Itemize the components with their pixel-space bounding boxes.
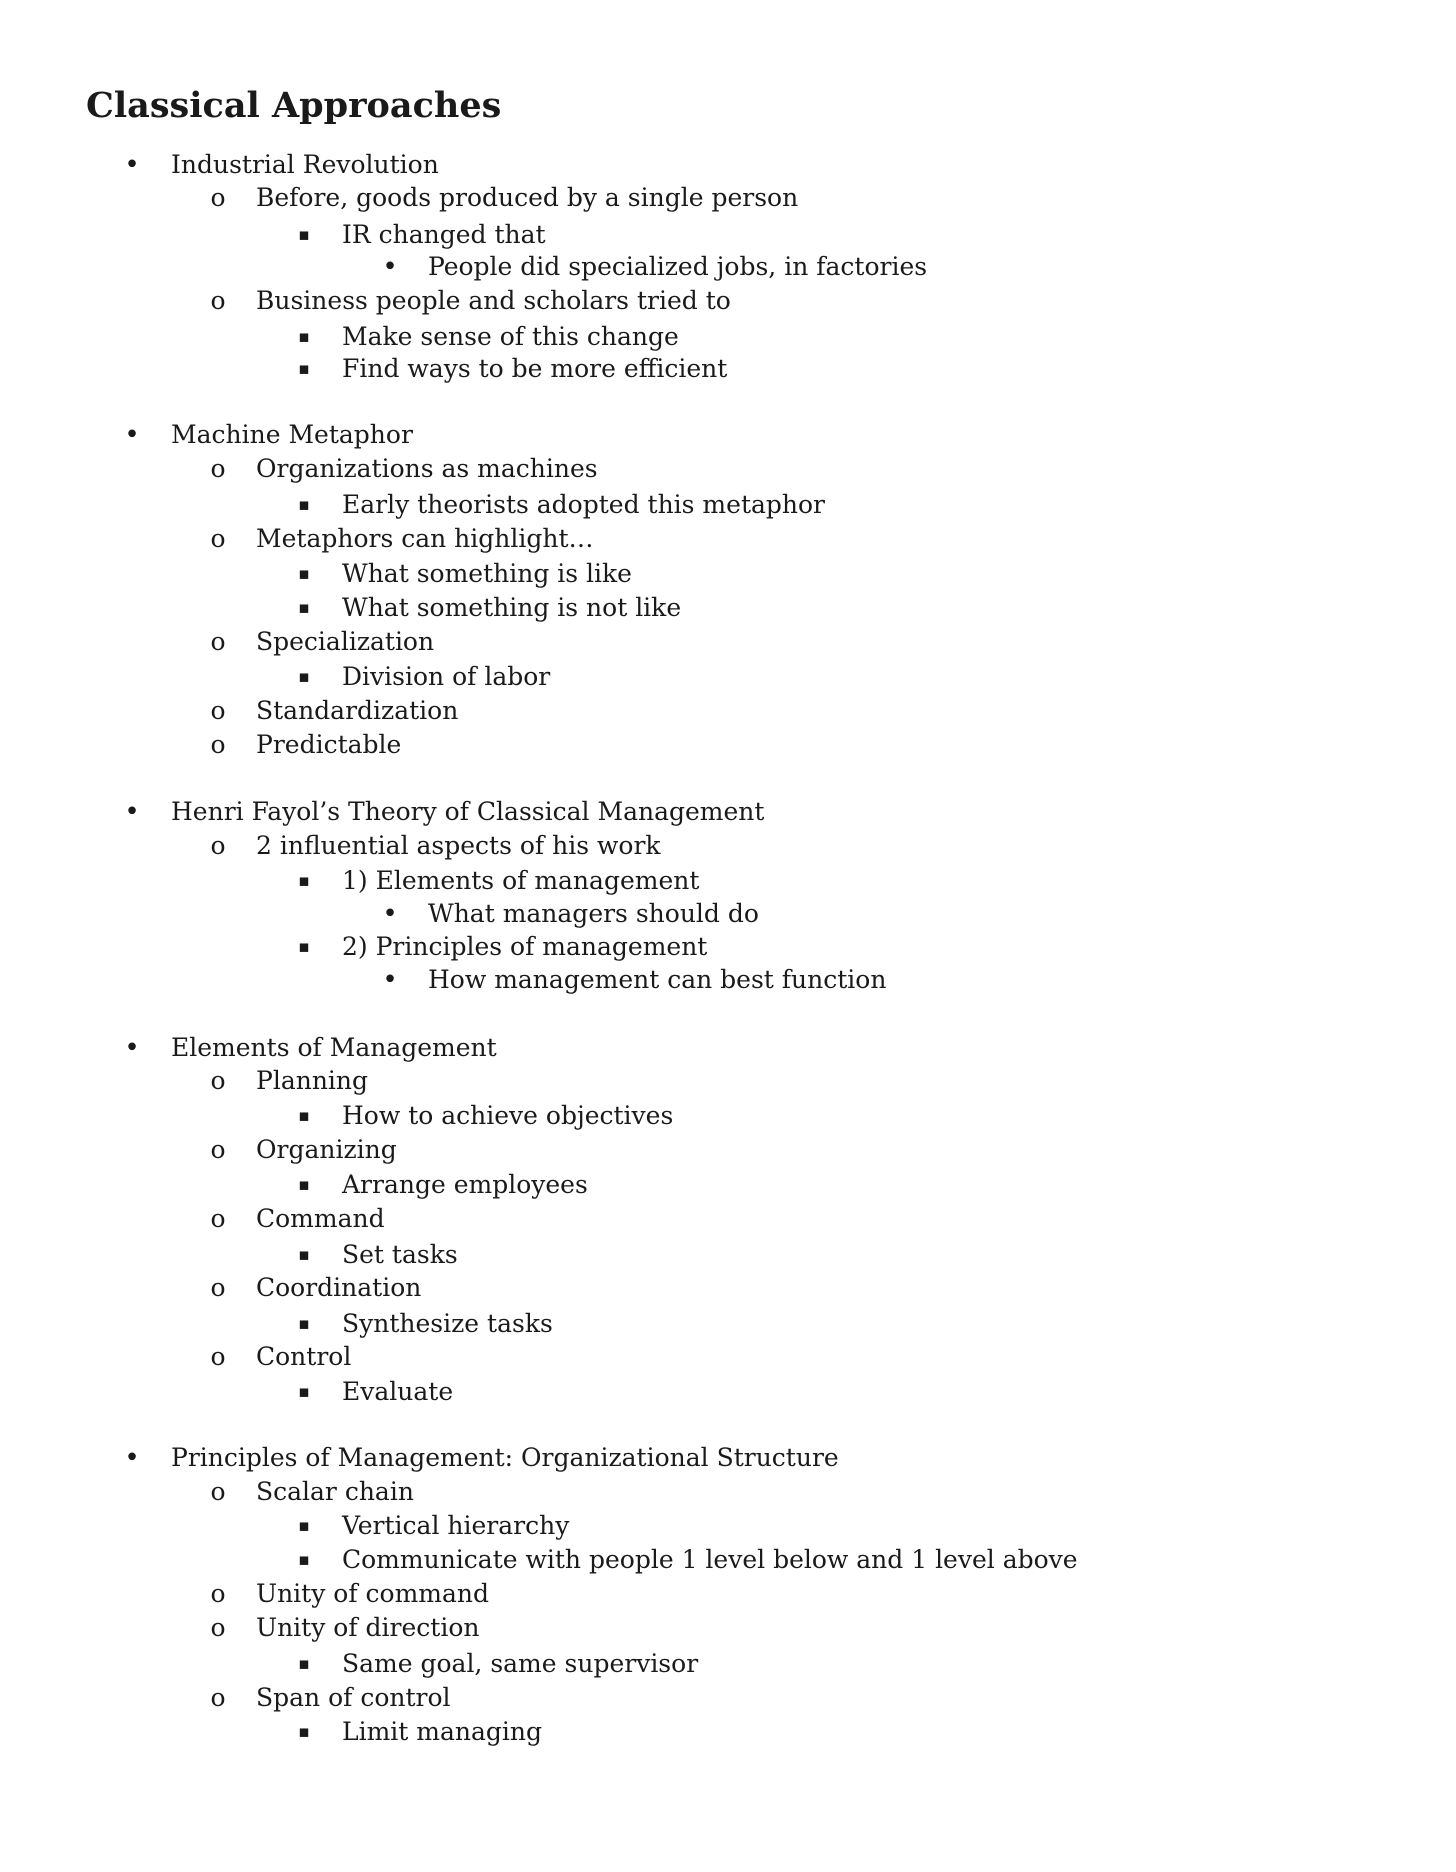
outline-item-level-2	[0, 1309, 1456, 1339]
outline-item-text: Before, goods produced by a single person	[256, 183, 799, 212]
bullet-icon: •	[382, 252, 398, 282]
outline-item-level-2	[0, 1649, 1456, 1679]
outline-item-level-2	[0, 593, 1456, 623]
bullet-icon: •	[382, 965, 398, 995]
outline-item-text: Henri Fayol’s Theory of Classical Management	[171, 797, 765, 826]
outline-item-level-1	[0, 524, 1456, 554]
bullet-icon: ▪	[298, 1654, 310, 1674]
outline-item-text: 2) Principles of management	[342, 932, 708, 961]
bullet-icon: o	[210, 183, 226, 212]
bullet-icon: ▪	[298, 359, 310, 379]
outline-item-level-2	[0, 1170, 1456, 1200]
bullet-icon: ▪	[298, 1245, 310, 1265]
outline-item-level-2	[0, 1377, 1456, 1407]
bullet-icon: ▪	[298, 667, 310, 687]
outline-item-level-2	[0, 1717, 1456, 1747]
outline-item-text: Industrial Revolution	[171, 150, 439, 179]
outline-item-text: 1) Elements of management	[342, 866, 700, 895]
outline-item-level-2	[0, 866, 1456, 896]
outline-item-text: How to achieve objectives	[342, 1101, 674, 1130]
outline-item-text: Organizations as machines	[256, 454, 598, 483]
bullet-icon: ▪	[298, 495, 310, 515]
outline-item-text: Specialization	[256, 627, 435, 656]
outline-item-text: What managers should do	[428, 899, 759, 928]
outline-item-text: Scalar chain	[256, 1477, 414, 1506]
outline-item-level-1	[0, 627, 1456, 657]
outline-item-level-1	[0, 831, 1456, 861]
outline-item-level-2	[0, 1240, 1456, 1270]
outline-item-level-1	[0, 730, 1456, 760]
bullet-icon: ▪	[298, 1516, 310, 1536]
outline-item-level-1	[0, 1683, 1456, 1713]
outline-item-text: People did specialized jobs, in factories	[428, 252, 928, 281]
outline-item-level-0	[0, 420, 1456, 450]
bullet-icon: ▪	[298, 327, 310, 347]
outline-item-text: Communicate with people 1 level below and 1 level above	[342, 1545, 1078, 1574]
bullet-icon: ▪	[298, 598, 310, 618]
document-title: Classical Approaches	[86, 85, 502, 126]
outline-item-text: How management can best function	[428, 965, 887, 994]
outline-item-text: Predictable	[256, 730, 402, 759]
outline-item-level-0	[0, 150, 1456, 180]
outline-item-level-2	[0, 662, 1456, 692]
bullet-icon: o	[210, 286, 226, 315]
bullet-icon: o	[210, 1066, 226, 1095]
outline-item-level-1	[0, 183, 1456, 213]
outline-item-level-1	[0, 1477, 1456, 1507]
outline-item-text: 2 influential aspects of his work	[256, 831, 661, 860]
outline-item-level-3	[0, 252, 1456, 282]
outline-item-level-2	[0, 220, 1456, 250]
outline-item-level-2	[0, 354, 1456, 384]
outline-item-text: Same goal, same supervisor	[342, 1649, 699, 1678]
outline-item-level-1	[0, 286, 1456, 316]
outline-item-level-2	[0, 1101, 1456, 1131]
bullet-icon: ▪	[298, 1722, 310, 1742]
bullet-icon: o	[210, 1613, 226, 1642]
outline-item-text: Command	[256, 1204, 385, 1233]
outline-item-level-1	[0, 1066, 1456, 1096]
outline-item-level-1	[0, 1204, 1456, 1234]
bullet-icon: o	[210, 524, 226, 553]
outline-item-level-1	[0, 1342, 1456, 1372]
outline-item-text: Vertical hierarchy	[342, 1511, 570, 1540]
bullet-icon: o	[210, 1135, 226, 1164]
bullet-icon: •	[124, 1443, 140, 1473]
outline-item-level-1	[0, 696, 1456, 726]
bullet-icon: •	[124, 420, 140, 450]
bullet-icon: ▪	[298, 1550, 310, 1570]
outline-item-text: Set tasks	[342, 1240, 458, 1269]
bullet-icon: ▪	[298, 564, 310, 584]
outline-item-text: Elements of Management	[171, 1033, 497, 1062]
outline-item-text: Unity of command	[256, 1579, 490, 1608]
bullet-icon: o	[210, 831, 226, 860]
outline-item-text: Division of labor	[342, 662, 551, 691]
bullet-icon: •	[124, 1033, 140, 1063]
outline-item-text: Control	[256, 1342, 352, 1371]
outline-item-level-2	[0, 1511, 1456, 1541]
bullet-icon: ▪	[298, 1106, 310, 1126]
outline-item-text: Evaluate	[342, 1377, 454, 1406]
outline-item-level-0	[0, 1443, 1456, 1473]
outline-item-text: Find ways to be more efficient	[342, 354, 728, 383]
bullet-icon: o	[210, 1204, 226, 1233]
bullet-icon: ▪	[298, 1314, 310, 1334]
outline-item-text: Principles of Management: Organizational Structure	[171, 1443, 839, 1472]
bullet-icon: ▪	[298, 225, 310, 245]
outline-item-text: Organizing	[256, 1135, 397, 1164]
outline-item-level-2	[0, 932, 1456, 962]
outline-item-text: Make sense of this change	[342, 322, 679, 351]
outline-item-text: Standardization	[256, 696, 459, 725]
bullet-icon: o	[210, 1273, 226, 1302]
outline-item-level-0	[0, 797, 1456, 827]
bullet-icon: o	[210, 696, 226, 725]
bullet-icon: ▪	[298, 871, 310, 891]
bullet-icon: o	[210, 1477, 226, 1506]
outline-item-text: Coordination	[256, 1273, 422, 1302]
bullet-icon: o	[210, 1683, 226, 1712]
outline-item-level-2	[0, 490, 1456, 520]
bullet-icon: •	[124, 797, 140, 827]
outline-item-text: Span of control	[256, 1683, 451, 1712]
outline-item-text: Synthesize tasks	[342, 1309, 553, 1338]
outline-item-text: What something is not like	[342, 593, 682, 622]
outline-item-text: Arrange employees	[342, 1170, 588, 1199]
outline-item-text: What something is like	[342, 559, 632, 588]
outline-item-text: Planning	[256, 1066, 369, 1095]
bullet-icon: •	[124, 150, 140, 180]
outline-item-text: Business people and scholars tried to	[256, 286, 731, 315]
outline-item-level-0	[0, 1033, 1456, 1063]
outline-item-level-1	[0, 454, 1456, 484]
bullet-icon: ▪	[298, 1382, 310, 1402]
bullet-icon: o	[210, 1579, 226, 1608]
outline-item-text: Unity of direction	[256, 1613, 480, 1642]
outline-item-level-2	[0, 322, 1456, 352]
bullet-icon: ▪	[298, 937, 310, 957]
bullet-icon: o	[210, 1342, 226, 1371]
outline-item-text: Metaphors can highlight…	[256, 524, 594, 553]
outline-item-level-1	[0, 1613, 1456, 1643]
outline-item-text: Machine Metaphor	[171, 420, 413, 449]
bullet-icon: •	[382, 899, 398, 929]
outline-item-level-3	[0, 899, 1456, 929]
bullet-icon: ▪	[298, 1175, 310, 1195]
bullet-icon: o	[210, 730, 226, 759]
outline-item-level-1	[0, 1579, 1456, 1609]
outline-item-level-1	[0, 1135, 1456, 1165]
outline-item-level-3	[0, 965, 1456, 995]
outline-item-text: Limit managing	[342, 1717, 543, 1746]
outline-item-text: IR changed that	[342, 220, 546, 249]
outline-item-level-1	[0, 1273, 1456, 1303]
bullet-icon: o	[210, 627, 226, 656]
outline-item-level-2	[0, 559, 1456, 589]
outline-item-level-2	[0, 1545, 1456, 1575]
bullet-icon: o	[210, 454, 226, 483]
outline-item-text: Early theorists adopted this metaphor	[342, 490, 825, 519]
